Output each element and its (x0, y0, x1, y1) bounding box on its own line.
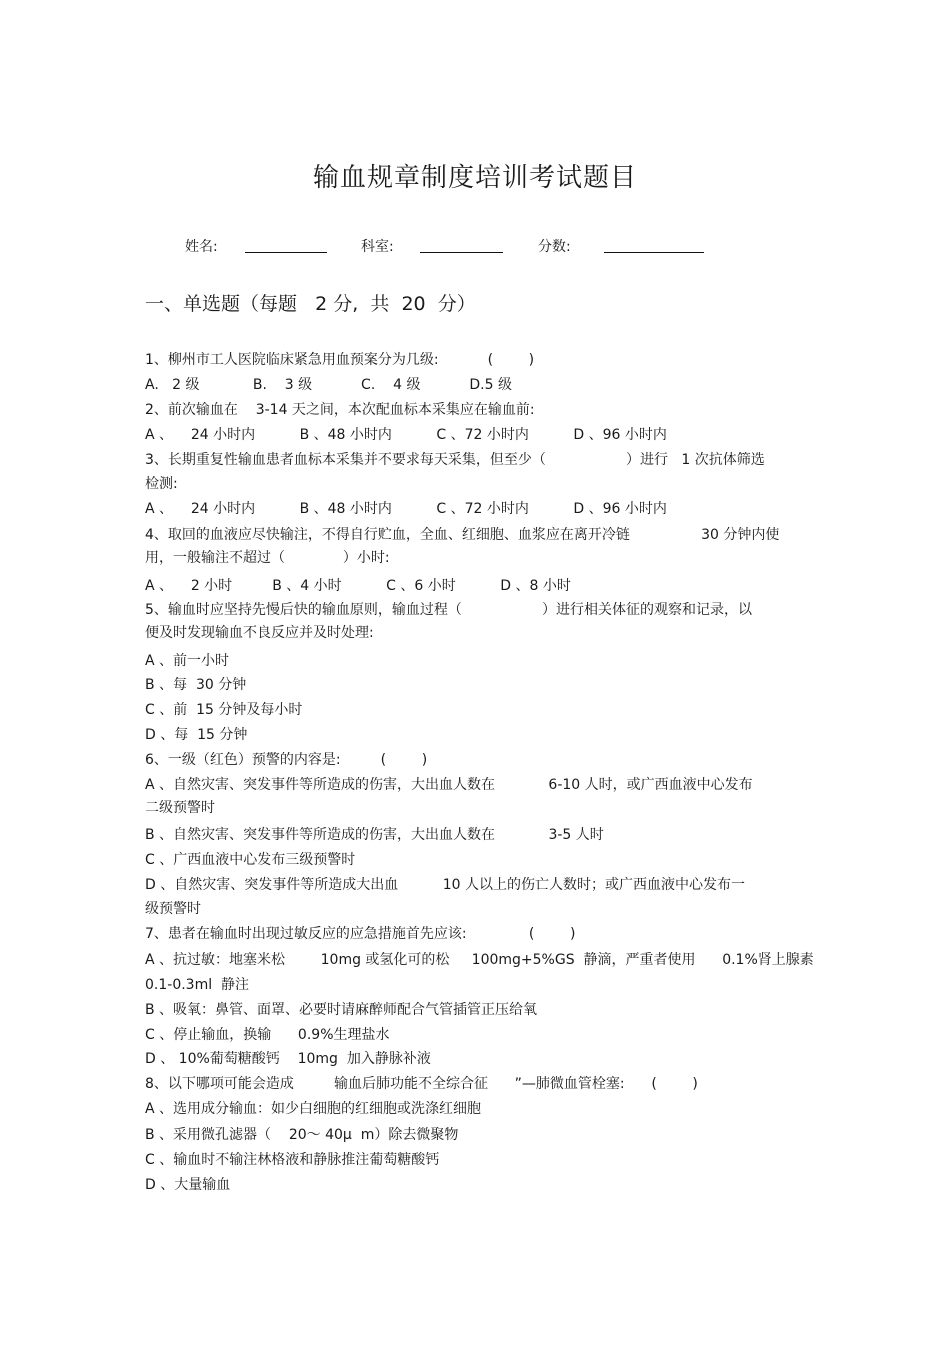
option-line: C 、停止输血，换输 0.9%生理盐水 (145, 1027, 390, 1043)
question-line: 用，一般输注不超过（ ）小时: (145, 550, 390, 566)
page-title: 输血规章制度培训考试题目 (312, 163, 637, 193)
option-line: A 、前一小时 (145, 653, 230, 669)
question-line: 8、以下哪项可能会造成 输血后肺功能不全综合征 ”—肺微血管栓塞: ( ) (145, 1076, 698, 1092)
question-line: 2、前次输血在 3-14 天之间，本次配血标本采集应在输血前: (145, 402, 535, 418)
option-line: D 、每 15 分钟 (145, 727, 248, 743)
option-line: A 、自然灾害、突发事件等所造成的伤害，大出血人数在 6-10 人时，或广西血液中心发布 (145, 777, 753, 793)
option-line: D 、 10%葡萄糖酸钙 10mg 加入静脉补液 (145, 1051, 431, 1067)
option-line: 0.1-0.3ml 静注 (145, 977, 250, 993)
score-blank[interactable] (604, 252, 704, 253)
option-line: B 、每 30 分钟 (145, 677, 247, 693)
question-line: 3、长期重复性输血患者血标本采集并不要求每天采集，但至少（ ）进行 1 次抗体筛选 (145, 452, 765, 468)
option-line: A. 2 级 B. 3 级 C. 4 级 D.5 级 (145, 377, 512, 393)
question-line: 4、取回的血液应尽快输注，不得自行贮血，全血、红细胞、血浆应在离开冷链 30 分钟内使 (145, 527, 780, 543)
name-label: 姓名: (185, 239, 218, 255)
question-line: 便及时发现输血不良反应并及时处理: (145, 625, 374, 641)
question-line: 6、一级（红色）预警的内容是: ( ) (145, 752, 428, 768)
exam-info-row (0, 233, 950, 257)
option-line: B 、采用微孔滤器（ 20～ 40μ m）除去微聚物 (145, 1127, 459, 1143)
name-blank[interactable] (245, 252, 327, 253)
option-line: D 、大量输血 (145, 1177, 231, 1193)
option-line: A 、 2 小时 B 、4 小时 C 、6 小时 D 、8 小时 (145, 578, 571, 594)
option-line: A 、选用成分输血：如少白细胞的红细胞或洗涤红细胞 (145, 1101, 482, 1117)
section-heading: 一、单选题（每题 2 分, 共 20 分） (145, 293, 476, 315)
option-line: D 、自然灾害、突发事件等所造成大出血 10 人以上的伤亡人数时；或广西血液中心发布一 (145, 877, 745, 893)
option-line: C 、输血时不输注林格液和静脉推注葡萄糖酸钙 (145, 1152, 440, 1168)
option-line: 级预警时 (145, 901, 201, 917)
question-line: 5、输血时应坚持先慢后快的输血原则，输血过程（ ）进行相关体征的观察和记录，以 (145, 602, 753, 618)
option-line: B 、吸氧：鼻管、面罩、必要时请麻醉师配合气管插管正压给氧 (145, 1002, 538, 1018)
option-line: B 、自然灾害、突发事件等所造成的伤害，大出血人数在 3-5 人时 (145, 827, 604, 843)
option-line: A 、抗过敏：地塞米松 10mg 或氢化可的松 100mg+5%GS 静滴，严重者使用 0.1%肾上腺素 (145, 952, 814, 968)
option-line: 二级预警时 (145, 800, 215, 816)
question-line: 1、柳州市工人医院临床紧急用血预案分为几级: ( ) (145, 352, 535, 368)
question-line: 7、患者在输血时出现过敏反应的应急措施首先应该: ( ) (145, 926, 576, 942)
option-line: A 、 24 小时内 B 、48 小时内 C 、72 小时内 D 、96 小时内 (145, 501, 667, 517)
score-label: 分数: (538, 239, 571, 255)
option-line: A 、 24 小时内 B 、48 小时内 C 、72 小时内 D 、96 小时内 (145, 427, 667, 443)
option-line: C 、广西血液中心发布三级预警时 (145, 852, 356, 868)
dept-blank[interactable] (420, 252, 503, 253)
question-line: 检测: (145, 476, 178, 492)
dept-label: 科室: (361, 239, 394, 255)
option-line: C 、前 15 分钟及每小时 (145, 702, 303, 718)
